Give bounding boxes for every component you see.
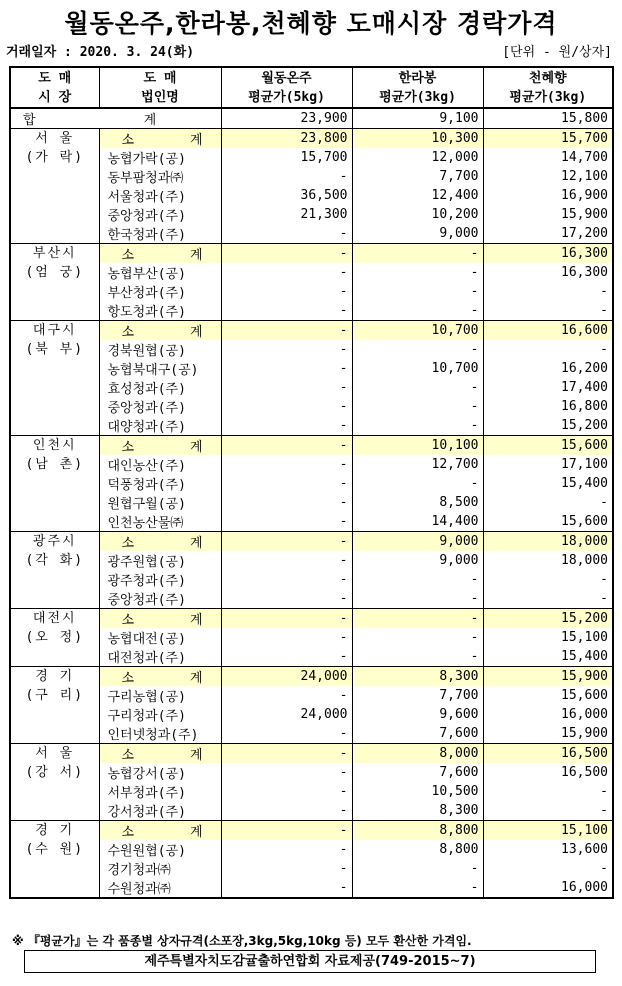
corp-name: 원협구월(공) — [99, 493, 221, 512]
subtotal-value: 10,100 — [352, 436, 483, 456]
corp-name: 한국청과(주) — [99, 224, 221, 244]
table-row — [10, 378, 613, 397]
footnote: ※ 『평균가』는 각 품종별 상자규격(소포장,3kg,5kg,10kg 등) 모두 환산한 가격임. — [12, 934, 472, 948]
subtotal-row — [10, 532, 613, 552]
table-row — [10, 282, 613, 301]
table-row — [10, 878, 613, 898]
subtotal-value: 8,000 — [352, 744, 483, 764]
market-district: (오 정) — [25, 630, 85, 645]
price-value: 10,500 — [352, 782, 483, 801]
header-col1: 월동온주 평균가(5kg) — [221, 67, 352, 108]
price-value: 15,400 — [483, 647, 613, 667]
price-value: - — [221, 493, 352, 512]
price-value: 12,100 — [483, 167, 613, 186]
price-value: - — [221, 801, 352, 821]
subtotal-value: 16,300 — [483, 244, 613, 264]
subtotal-label: 소 계 — [99, 244, 221, 264]
price-value: - — [221, 474, 352, 493]
market-district: (엄 궁) — [25, 265, 85, 280]
price-value: 15,100 — [483, 628, 613, 647]
subtotal-value: - — [352, 609, 483, 629]
table-row — [10, 512, 613, 532]
market-city: 경 기 — [35, 669, 75, 684]
price-value: - — [352, 378, 483, 397]
price-value: 8,300 — [352, 801, 483, 821]
price-value: 16,500 — [483, 763, 613, 782]
price-value: - — [221, 167, 352, 186]
price-value: 14,700 — [483, 148, 613, 167]
price-value: 15,700 — [221, 148, 352, 167]
price-value: 17,400 — [483, 378, 613, 397]
price-value: 10,200 — [352, 205, 483, 224]
subtotal-value: 15,600 — [483, 436, 613, 456]
market-district: (북 부) — [25, 342, 85, 357]
price-value: - — [483, 589, 613, 609]
corp-name: 수원청과㈜ — [99, 878, 221, 898]
price-value: - — [352, 263, 483, 282]
price-value: 24,000 — [221, 705, 352, 724]
subtotal-value: - — [221, 532, 352, 552]
market-city: 부산시 — [32, 246, 77, 261]
price-value: 36,500 — [221, 186, 352, 205]
market-district: (수 원) — [25, 842, 85, 857]
price-value: - — [352, 878, 483, 898]
price-value: 9,600 — [352, 705, 483, 724]
table-row — [10, 570, 613, 589]
market-district: (구 리) — [25, 688, 85, 703]
price-value: 15,400 — [483, 474, 613, 493]
market-district: (각 화) — [25, 553, 85, 568]
subtotal-label: 소 계 — [99, 609, 221, 629]
price-value: 8,800 — [352, 840, 483, 859]
price-value: - — [221, 570, 352, 589]
subtotal-row — [10, 321, 613, 341]
table-row — [10, 167, 613, 186]
price-value: 7,600 — [352, 763, 483, 782]
subtotal-value: - — [221, 609, 352, 629]
table-row — [10, 801, 613, 821]
price-value: 16,800 — [483, 397, 613, 416]
price-value: - — [352, 474, 483, 493]
price-value: - — [352, 282, 483, 301]
subtotal-label: 소 계 — [99, 744, 221, 764]
price-value: 15,900 — [483, 724, 613, 744]
price-value: - — [352, 416, 483, 436]
subtotal-label: 소 계 — [99, 532, 221, 552]
market-city: 대전시 — [32, 611, 77, 626]
total-value: 23,900 — [221, 108, 352, 129]
source-footer: 제주특별자치도감귤출하연합회 자료제공(749-2015~7) — [24, 950, 596, 973]
subtotal-value: - — [221, 321, 352, 341]
subtotal-row — [10, 609, 613, 629]
market-name — [10, 821, 99, 899]
price-value: - — [221, 512, 352, 532]
table-row — [10, 686, 613, 705]
corp-name: 중앙청과(주) — [99, 589, 221, 609]
price-value: 16,000 — [483, 878, 613, 898]
subtotal-value: - — [221, 821, 352, 841]
price-value: - — [221, 859, 352, 878]
total-row — [10, 108, 613, 129]
market-name — [10, 667, 99, 744]
price-value: 10,700 — [352, 359, 483, 378]
market-name — [10, 244, 99, 321]
corp-name: 경북원협(공) — [99, 340, 221, 359]
corp-name: 광주원협(공) — [99, 551, 221, 570]
subtotal-value: 8,300 — [352, 667, 483, 687]
price-value: - — [221, 359, 352, 378]
price-value: - — [221, 263, 352, 282]
corp-name: 농협가락(공) — [99, 148, 221, 167]
corp-name: 서부청과(주) — [99, 782, 221, 801]
price-value: - — [352, 589, 483, 609]
header-col2: 한라봉 평균가(3kg) — [352, 67, 483, 108]
price-value: - — [221, 378, 352, 397]
subtotal-value: 16,600 — [483, 321, 613, 341]
price-value: - — [352, 301, 483, 321]
table-row — [10, 301, 613, 321]
subtotal-value: 24,000 — [221, 667, 352, 687]
table-row — [10, 840, 613, 859]
subtotal-value: - — [221, 436, 352, 456]
subtotal-row — [10, 821, 613, 841]
price-value: - — [221, 282, 352, 301]
subtotal-label: 소 계 — [99, 129, 221, 149]
corp-name: 인터넷청과(주) — [99, 724, 221, 744]
table-row — [10, 859, 613, 878]
subtotal-row — [10, 667, 613, 687]
table-row — [10, 763, 613, 782]
price-value: - — [221, 782, 352, 801]
price-value: - — [221, 455, 352, 474]
corp-name: 대인농산(주) — [99, 455, 221, 474]
corp-name: 인천농산물㈜ — [99, 512, 221, 532]
price-value: - — [221, 589, 352, 609]
corp-name: 중앙청과(주) — [99, 205, 221, 224]
table-row — [10, 782, 613, 801]
subtotal-value: - — [352, 244, 483, 264]
price-value: - — [221, 340, 352, 359]
table-row — [10, 493, 613, 512]
market-district: (가 락) — [25, 150, 85, 165]
subtotal-value: 15,200 — [483, 609, 613, 629]
corp-name: 항도청과(주) — [99, 301, 221, 321]
subtotal-label: 소 계 — [99, 821, 221, 841]
total-value: 9,100 — [352, 108, 483, 129]
unit-label: [단위 - 원/상자] — [502, 45, 612, 60]
price-value: - — [483, 301, 613, 321]
price-value: - — [352, 570, 483, 589]
price-value: - — [483, 859, 613, 878]
price-value: 9,000 — [352, 224, 483, 244]
corp-name: 서울청과(주) — [99, 186, 221, 205]
price-value: 18,000 — [483, 551, 613, 570]
header-col3: 천혜향 평균가(3kg) — [483, 67, 613, 108]
market-name — [10, 129, 99, 244]
market-district: (강 서) — [25, 765, 85, 780]
price-value: 8,500 — [352, 493, 483, 512]
total-label: 합 계 — [10, 108, 221, 129]
price-value: 13,600 — [483, 840, 613, 859]
price-value: 14,400 — [352, 512, 483, 532]
price-value: 17,200 — [483, 224, 613, 244]
subtotal-value: - — [221, 744, 352, 764]
corp-name: 농협부산(공) — [99, 263, 221, 282]
price-value: - — [483, 801, 613, 821]
market-city: 대구시 — [32, 323, 77, 338]
price-value: 9,000 — [352, 551, 483, 570]
table-row — [10, 724, 613, 744]
table-row — [10, 647, 613, 667]
table-row — [10, 148, 613, 167]
subtotal-value: 15,900 — [483, 667, 613, 687]
subtotal-value: - — [221, 244, 352, 264]
market-name — [10, 744, 99, 821]
corp-name: 덕풍청과(주) — [99, 474, 221, 493]
price-value: - — [352, 647, 483, 667]
price-value: 7,700 — [352, 686, 483, 705]
subtotal-row — [10, 744, 613, 764]
corp-name: 부산청과(주) — [99, 282, 221, 301]
subtotal-row — [10, 436, 613, 456]
market-name — [10, 609, 99, 667]
table-row — [10, 589, 613, 609]
price-value: - — [483, 570, 613, 589]
corp-name: 강서청과(주) — [99, 801, 221, 821]
subtotal-value: 10,300 — [352, 129, 483, 149]
price-value: - — [352, 628, 483, 647]
table-row — [10, 628, 613, 647]
price-value: - — [221, 647, 352, 667]
price-value: 16,000 — [483, 705, 613, 724]
table-row — [10, 205, 613, 224]
subtotal-label: 소 계 — [99, 321, 221, 341]
trade-date: 거래일자 : 2020. 3. 24(화) — [6, 45, 195, 60]
subtotal-value: 16,500 — [483, 744, 613, 764]
corp-name: 구리농협(공) — [99, 686, 221, 705]
market-district: (남 촌) — [25, 457, 85, 472]
page-title: 월동온주,한라봉,천혜향 도매시장 경락가격 — [64, 9, 558, 38]
price-value: - — [221, 840, 352, 859]
price-value: - — [221, 224, 352, 244]
price-value: 15,200 — [483, 416, 613, 436]
table-row — [10, 340, 613, 359]
subtotal-value: 23,800 — [221, 129, 352, 149]
price-value: 12,700 — [352, 455, 483, 474]
header-corp: 도 매 법인명 — [99, 67, 221, 108]
subtotal-value: 10,700 — [352, 321, 483, 341]
subtotal-value: 8,800 — [352, 821, 483, 841]
price-value: - — [221, 724, 352, 744]
market-city: 광주시 — [32, 534, 77, 549]
price-value: - — [483, 782, 613, 801]
price-value: 16,200 — [483, 359, 613, 378]
corp-name: 농협북대구(공) — [99, 359, 221, 378]
corp-name: 농협대전(공) — [99, 628, 221, 647]
header-market: 도 매 시 장 — [10, 67, 99, 108]
table-row — [10, 474, 613, 493]
corp-name: 구리청과(주) — [99, 705, 221, 724]
corp-name: 광주청과(주) — [99, 570, 221, 589]
table-row — [10, 705, 613, 724]
corp-name: 중앙청과(주) — [99, 397, 221, 416]
market-name — [10, 321, 99, 436]
price-value: - — [221, 416, 352, 436]
market-name — [10, 532, 99, 609]
corp-name: 효성청과(주) — [99, 378, 221, 397]
subtotal-value: 15,100 — [483, 821, 613, 841]
table-row — [10, 397, 613, 416]
price-value: - — [221, 301, 352, 321]
corp-name: 대전청과(주) — [99, 647, 221, 667]
table-row — [10, 551, 613, 570]
price-value: 21,300 — [221, 205, 352, 224]
market-city: 서 울 — [35, 746, 75, 761]
price-value: - — [483, 282, 613, 301]
price-value: - — [221, 397, 352, 416]
market-name — [10, 436, 99, 532]
table-row — [10, 359, 613, 378]
price-value: 17,100 — [483, 455, 613, 474]
table-row — [10, 455, 613, 474]
price-value: 7,700 — [352, 167, 483, 186]
price-value: 15,600 — [483, 686, 613, 705]
market-city: 서 울 — [35, 131, 75, 146]
header-row — [10, 67, 613, 108]
price-value: - — [221, 878, 352, 898]
subtotal-row — [10, 244, 613, 264]
price-value: - — [221, 686, 352, 705]
price-value: - — [483, 340, 613, 359]
subtotal-label: 소 계 — [99, 436, 221, 456]
price-value: 15,600 — [483, 512, 613, 532]
subtotal-label: 소 계 — [99, 667, 221, 687]
price-value: - — [483, 493, 613, 512]
corp-name: 대양청과(주) — [99, 416, 221, 436]
price-value: - — [352, 859, 483, 878]
subtotal-value: 9,000 — [352, 532, 483, 552]
corp-name: 경기청과㈜ — [99, 859, 221, 878]
subtotal-value: 18,000 — [483, 532, 613, 552]
price-value: 16,300 — [483, 263, 613, 282]
price-value: 12,400 — [352, 186, 483, 205]
total-value: 15,800 — [483, 108, 613, 129]
subtotal-row — [10, 129, 613, 149]
price-value: - — [352, 340, 483, 359]
price-value: - — [221, 551, 352, 570]
price-value: - — [221, 763, 352, 782]
subtotal-value: 15,700 — [483, 129, 613, 149]
corp-name: 농협강서(공) — [99, 763, 221, 782]
price-value: 12,000 — [352, 148, 483, 167]
corp-name: 수원원협(공) — [99, 840, 221, 859]
market-city: 인천시 — [32, 438, 77, 453]
price-value: - — [352, 397, 483, 416]
market-city: 경 기 — [35, 823, 75, 838]
table-row — [10, 416, 613, 436]
table-row — [10, 186, 613, 205]
table-row — [10, 224, 613, 244]
price-value: 7,600 — [352, 724, 483, 744]
corp-name: 동부팜청과㈜ — [99, 167, 221, 186]
table-row — [10, 263, 613, 282]
price-value: - — [221, 628, 352, 647]
price-value: 15,900 — [483, 205, 613, 224]
price-value: 16,900 — [483, 186, 613, 205]
price-table — [9, 66, 614, 899]
